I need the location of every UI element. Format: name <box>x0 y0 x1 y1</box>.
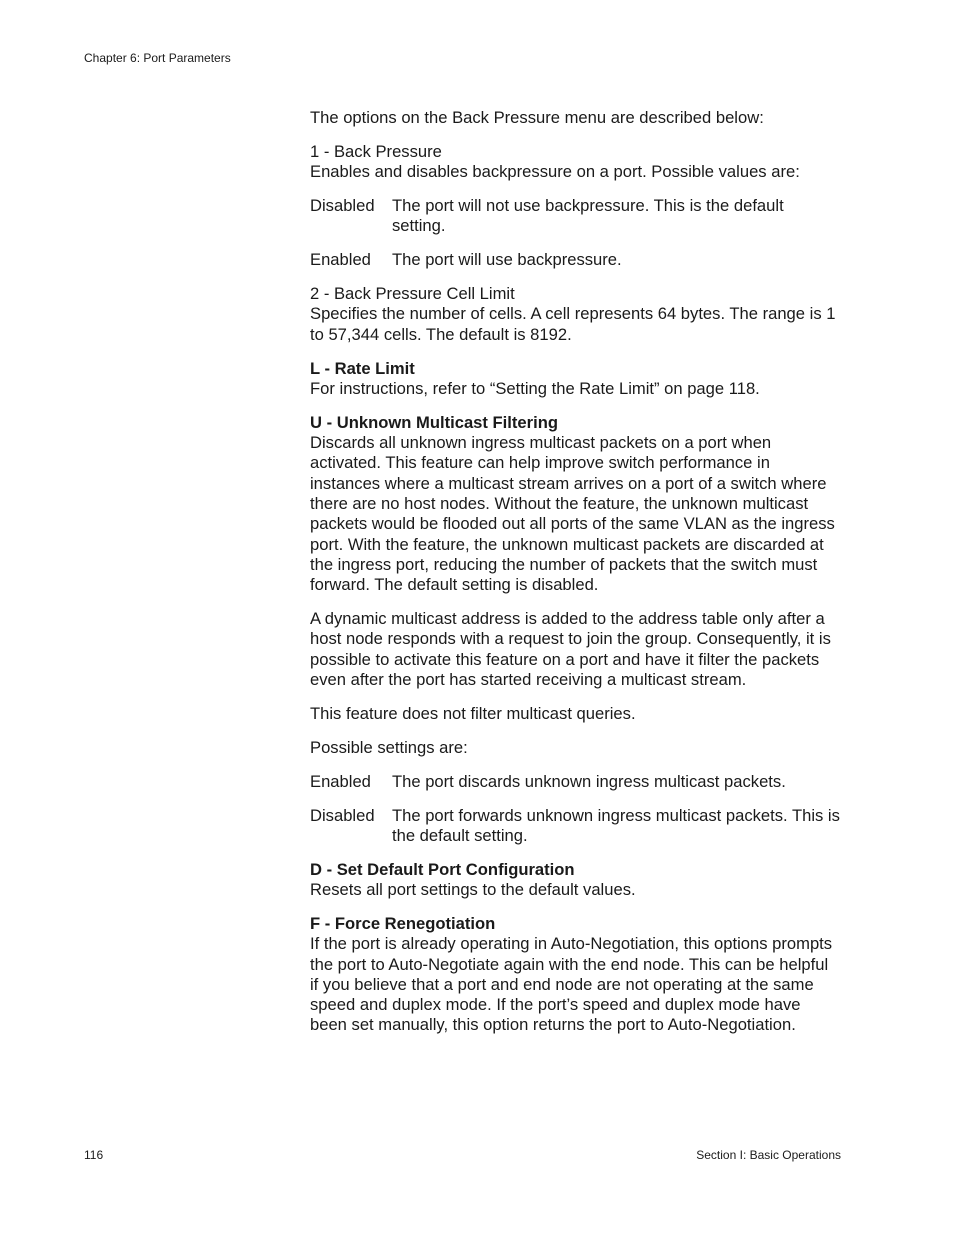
page-number: 116 <box>84 1148 104 1162</box>
force-renegotiation-section <box>310 914 840 1036</box>
unknown-multicast-paragraph-2: A dynamic multicast address is added to the address table only after a host node responds with a request to join the group. Consequently, it is possible to activate this feature on a port and have it filter the packets even after the port has started receiving a multicast stream. <box>310 609 831 689</box>
definition-description: The port will use backpressure. <box>392 250 622 270</box>
definition-description: The port will not use backpressure. This is the default setting. <box>392 196 784 236</box>
default-config-heading: D - Set Default Port Configuration <box>310 859 575 879</box>
force-renegotiation-body: If the port is already operating in Auto-Negotiation, this options prompts the port to Auto-Negotiate again with the end node. This can be helpful if you believe that a port and end node are not operating at the same speed and duplex mode. If the port’s speed and duplex mode have been set manually, this option returns the port to Auto-Negotiation. <box>310 934 833 1035</box>
definition-description: The port discards unknown ingress multicast packets. <box>392 771 786 791</box>
definition-term: Enabled <box>310 771 371 791</box>
back-pressure-section <box>310 142 840 183</box>
page-content <box>310 108 840 1049</box>
definition-item <box>310 806 840 847</box>
rate-limit-body: For instructions, refer to “Setting the Rate Limit” on page 118. <box>310 378 760 398</box>
cell-limit-section <box>310 284 840 345</box>
unknown-multicast-heading: U - Unknown Multicast Filtering <box>310 412 558 432</box>
default-config-section <box>310 860 840 901</box>
default-config-body: Resets all port settings to the default values. <box>310 880 636 900</box>
definition-item <box>310 196 840 237</box>
definition-item <box>310 250 840 270</box>
running-header: Chapter 6: Port Parameters <box>84 51 231 65</box>
cell-limit-title: 2 - Back Pressure Cell Limit <box>310 284 515 304</box>
definition-description: The port forwards unknown ingress multicast packets. This is the default setting. <box>392 805 840 845</box>
unknown-multicast-paragraph-3: This feature does not filter multicast queries. <box>310 703 636 723</box>
unknown-multicast-section <box>310 413 840 596</box>
back-pressure-body: Enables and disables backpressure on a port. Possible values are: <box>310 162 800 182</box>
back-pressure-title: 1 - Back Pressure <box>310 141 442 161</box>
unknown-multicast-body: Discards all unknown ingress multicast packets on a port when activated. This feature can help improve switch performance in instances where a multicast stream arrives on a port of a switch where there are no host nodes. Without the feature, the unknown multicast packets would be flooded out all ports of the same VLAN as the ingress port. With the feature, the unknown multicast packets are discarded at the ingress port, reducing the number of packets that the switch must forward. The default setting is disabled. <box>310 433 835 595</box>
intro-paragraph: The options on the Back Pressure menu are described below: <box>310 108 764 127</box>
unknown-multicast-paragraph-4: Possible settings are: <box>310 737 468 757</box>
running-footer: Section I: Basic Operations <box>696 1148 841 1162</box>
cell-limit-body: Specifies the number of cells. A cell represents 64 bytes. The range is 1 to 57,344 cells. The default is 8192. <box>310 304 836 344</box>
definition-term: Enabled <box>310 250 371 270</box>
rate-limit-heading: L - Rate Limit <box>310 358 415 378</box>
rate-limit-section <box>310 359 840 400</box>
force-renegotiation-heading: F - Force Renegotiation <box>310 913 496 933</box>
definition-item <box>310 772 840 792</box>
definition-term: Disabled <box>310 805 375 825</box>
definition-term: Disabled <box>310 196 375 216</box>
